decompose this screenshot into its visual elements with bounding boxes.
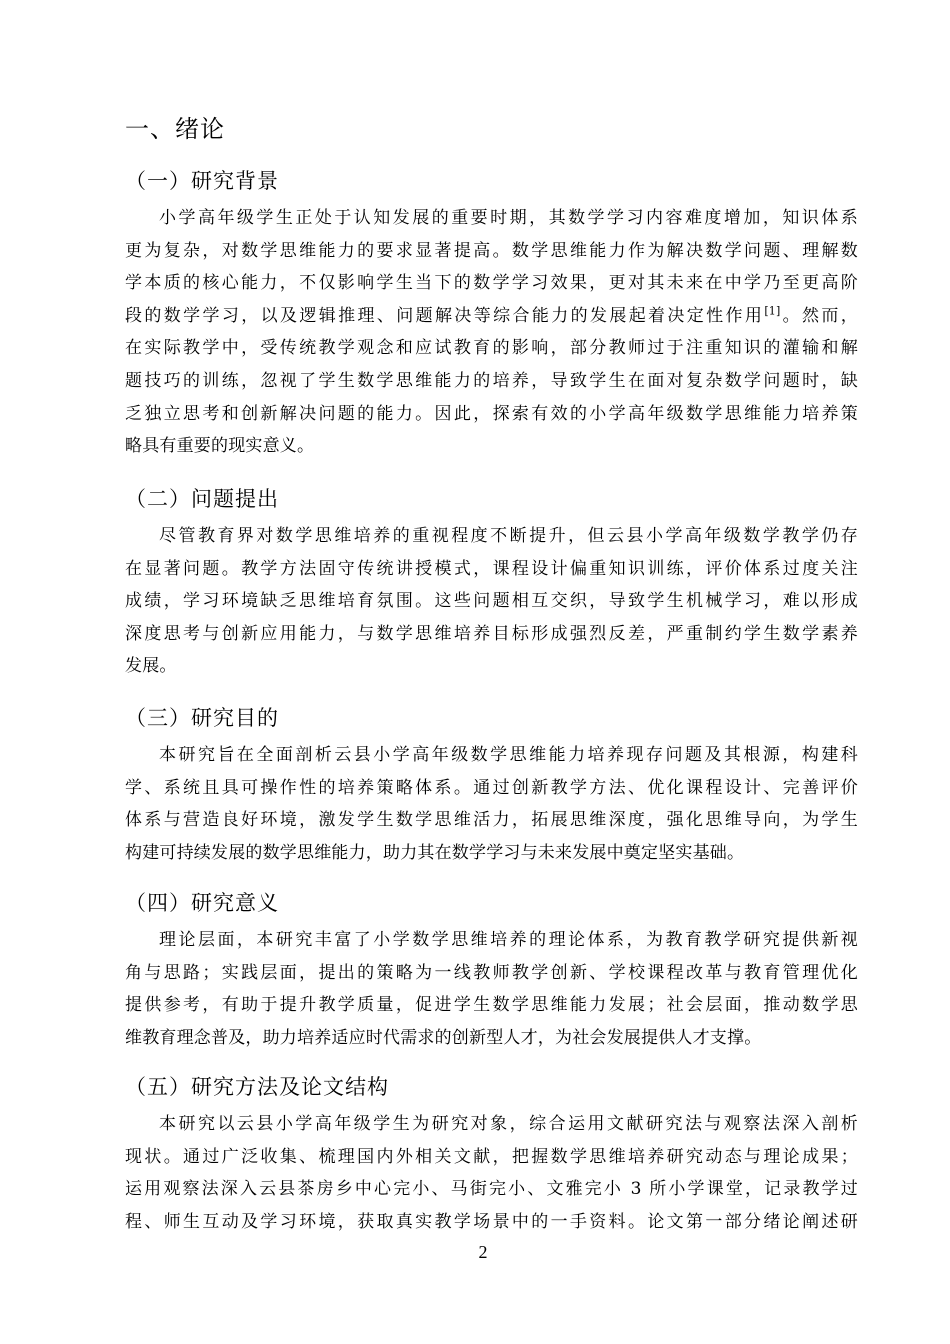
text-line: 在实际教学中，受传统教学观念和应试教育的影响，部分教师过于注重知识的灌输和解 <box>125 338 858 359</box>
paragraph <box>125 739 858 869</box>
text-line: 本研究旨在全面剖析云县小学高年级数学思维能力培养现存问题及其根源，构建科 <box>159 745 858 765</box>
text-segment: 。然而， <box>780 305 858 326</box>
section-research-background <box>125 166 858 463</box>
section-heading: （五）研究方法及论文结构 <box>125 1075 389 1099</box>
text-line: 程、师生互动及学习环境，获取真实教学场景中的一手资料。论文第一部分绪论阐述研 <box>125 1211 858 1232</box>
section-heading: （四）研究意义 <box>125 891 279 915</box>
text-line: 题技巧的训练，忽视了学生数学思维能力的培养，导致学生在面对复杂数学问题时，缺 <box>125 370 858 391</box>
chapter-title: 一、绪论 <box>125 115 225 143</box>
text-line: 乏独立思考和创新解决问题的能力。因此，探索有效的小学高年级数学思维能力培养策 <box>125 403 858 424</box>
text-line: 提供参考，有助于提升教学质量，促进学生数学思维能力发展；社会层面，推动数学思 <box>125 995 858 1016</box>
text-line: 小学高年级学生正处于认知发展的重要时期，其数学学习内容难度增加，知识体系 <box>159 208 858 228</box>
text-line: 理论层面，本研究丰富了小学数学思维培养的理论体系，为教育教学研究提供新视 <box>159 930 858 950</box>
text-line: 成绩，学习环境缺乏思维培育氛围。这些问题相互交织，导致学生机械学习，难以形成 <box>125 591 858 612</box>
text-line: 学本质的核心能力，不仅影响学生当下的数学学习效果，更对其未来在中学乃至更高阶 <box>125 273 858 294</box>
section-heading: （三）研究目的 <box>125 706 279 730</box>
text-line: 体系与营造良好环境，激发学生数学思维活力，拓展思维深度，强化思维导向，为学生 <box>125 810 858 831</box>
text-line: 发展。 <box>125 656 177 677</box>
section-research-significance <box>125 888 858 1054</box>
text-line: 深度思考与创新应用能力，与数学思维培养目标形成强烈反差，严重制约学生数学素养 <box>125 623 858 644</box>
text-line: 更为复杂，对数学思维能力的要求显著提高。数学思维能力作为解决数学问题、理解数 <box>125 240 858 261</box>
section-problem-statement <box>125 484 858 683</box>
citation-marker: [1] <box>764 304 781 318</box>
text-line: 构建可持续发展的数学思维能力，助力其在数学学习与未来发展中奠定坚实基础。 <box>125 842 745 863</box>
page-number: 2 <box>478 1242 488 1262</box>
text-line: 在显著问题。教学方法固守传统讲授模式，课程设计偏重知识训练，评价体系过度关注 <box>125 558 858 579</box>
text-line-with-citation <box>125 300 858 333</box>
paragraph <box>125 924 858 1054</box>
paragraph <box>125 1108 858 1238</box>
section-heading: （二）问题提出 <box>125 487 279 511</box>
section-heading: （一）研究背景 <box>125 169 279 193</box>
text-line: 学、系统且具可操作性的培养策略体系。通过创新教学方法、优化课程设计、完善评价 <box>125 777 858 798</box>
section-methods-structure <box>125 1072 858 1238</box>
text-line: 现状。通过广泛收集、梳理国内外相关文献，把握数学思维培养研究动态与理论成果； <box>125 1146 858 1167</box>
text-line: 角与思路；实践层面，提出的策略为一线教师教学创新、学校课程改革与教育管理优化 <box>125 962 858 983</box>
text-line: 尽管教育界对数学思维培养的重视程度不断提升，但云县小学高年级数学教学仍存 <box>159 526 858 546</box>
text-segment: 段的数学学习，以及逻辑推理、问题解决等综合能力的发展起着决定性作用 <box>125 305 765 326</box>
section-research-purpose <box>125 703 858 869</box>
text-line: 本研究以云县小学高年级学生为研究对象，综合运用文献研究法与观察法深入剖析 <box>159 1114 858 1134</box>
text-line: 运用观察法深入云县茶房乡中心完小、马街完小、文雅完小 3 所小学课堂，记录教学过 <box>125 1179 858 1200</box>
text-line: 维教育理念普及，助力培养适应时代需求的创新型人才，为社会发展提供人才支撑。 <box>125 1027 762 1048</box>
paragraph <box>125 202 858 463</box>
text-line: 略具有重要的现实意义。 <box>125 436 315 457</box>
paragraph <box>125 520 858 683</box>
